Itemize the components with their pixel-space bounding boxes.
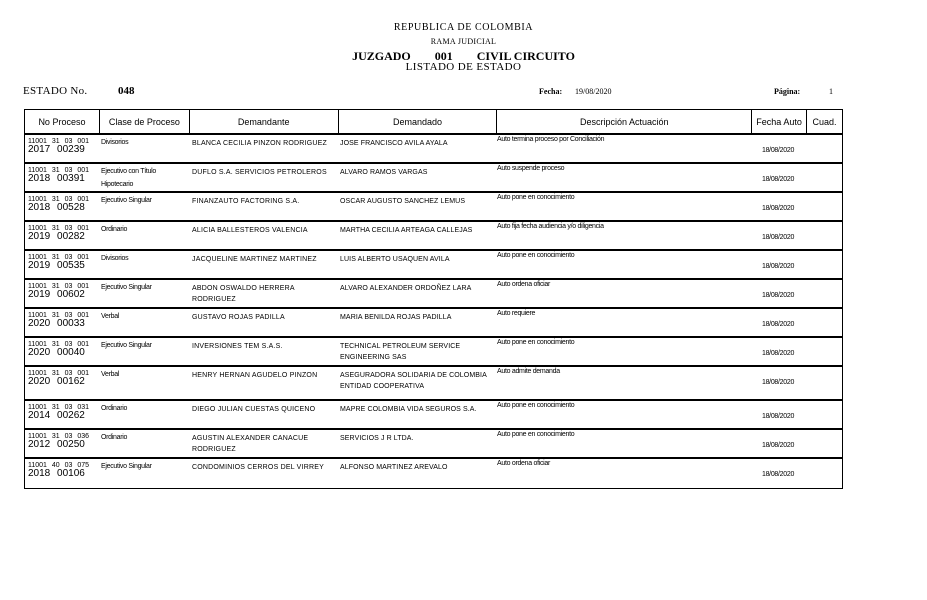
table-row: [25, 430, 842, 459]
demandante: GUSTAVO ROJAS PADILLA: [192, 314, 285, 321]
table-row: [25, 135, 842, 164]
proceso-number: 11001 31 03 036: [28, 433, 90, 440]
col-demandante: Demandante: [190, 110, 339, 133]
proceso-year-radicado: 2019 00282: [28, 231, 85, 242]
fecha-auto: 18/08/2020: [762, 471, 795, 478]
col-no-proceso: No Proceso: [25, 110, 100, 133]
table-row: [25, 338, 842, 367]
demandado: ASEGURADORA SOLIDARIA DE COLOMBIA ENTIDAD COOPERATIVA: [340, 372, 487, 390]
estado-label: ESTADO No.: [23, 85, 88, 97]
fecha-auto: 18/08/2020: [762, 379, 795, 386]
demandante: ALICIA BALLESTEROS VALENCIA: [192, 227, 308, 234]
descripcion-actuacion: Auto admite demanda: [497, 368, 560, 375]
demandante: BLANCA CECILIA PINZON RODRIGUEZ: [192, 140, 327, 147]
clase-proceso: Ejecutivo Singular: [101, 284, 152, 291]
demandado: MARTHA CECILIA ARTEAGA CALLEJAS: [340, 227, 473, 234]
fecha-label: Fecha:: [539, 87, 563, 96]
demandante: AGUSTIN ALEXANDER CANACUE RODRIGUEZ: [192, 435, 309, 453]
col-cuad: Cuad.: [812, 116, 837, 127]
proceso-number: 11001 31 03 001: [28, 167, 90, 174]
clase-proceso: Ejecutivo Singular: [101, 342, 152, 349]
col-demandado: Demandado: [339, 110, 498, 133]
table-body: [25, 135, 842, 488]
demandado: MARIA BENILDA ROJAS PADILLA: [340, 314, 452, 321]
descripcion-actuacion: Auto pone en conocimiento: [497, 402, 575, 409]
clase-proceso: Ordinario: [101, 226, 128, 233]
fecha-auto: 18/08/2020: [762, 205, 795, 212]
proceso-number: 11001 31 03 001: [28, 254, 90, 261]
col-clase-proceso: Clase de Proceso: [100, 110, 190, 133]
proceso-number: 11001 31 03 001: [28, 196, 90, 203]
demandado: MAPRE COLOMBIA VIDA SEGUROS S.A.: [340, 406, 477, 413]
estado-number: 048: [118, 85, 135, 97]
table-row: [25, 193, 842, 222]
proceso-year-radicado: 2012 00250: [28, 439, 85, 450]
fecha-auto: 18/08/2020: [762, 413, 795, 420]
demandado: OSCAR AUGUSTO SANCHEZ LEMUS: [340, 198, 466, 205]
proceso-year-radicado: 2019 00602: [28, 289, 85, 300]
demandante: ABDON OSWALDO HERRERA RODRIGUEZ: [192, 285, 295, 303]
table-row: [25, 280, 842, 309]
proceso-number: 11001 31 03 001: [28, 341, 90, 348]
table-row: [25, 309, 842, 338]
proceso-year-radicado: 2014 00262: [28, 410, 85, 421]
demandado: TECHNICAL PETROLEUM SERVICE ENGINEERING SAS: [340, 343, 461, 361]
table-row: [25, 459, 842, 488]
demandado: ALVARO ALEXANDER ORDOÑEZ LARA: [340, 285, 472, 292]
clase-proceso: Ordinario: [101, 405, 128, 412]
descripcion-actuacion: Auto termina proceso por Conciliación: [497, 136, 605, 143]
demandante: DIEGO JULIAN CUESTAS QUICENO: [192, 406, 316, 413]
table-row: [25, 222, 842, 251]
descripcion-actuacion: Auto pone en conocimiento: [497, 431, 575, 438]
clase-proceso: Divisorios: [101, 255, 129, 262]
proceso-year-radicado: 2017 00239: [28, 144, 85, 155]
clase-proceso: Divisorios: [101, 139, 129, 146]
listado-title: LISTADO DE ESTADO: [405, 61, 522, 73]
descripcion-actuacion: Auto ordena oficiar: [497, 281, 551, 288]
table-row: [25, 367, 842, 401]
clase-proceso: Ejecutivo Singular: [101, 197, 152, 204]
fecha-auto: 18/08/2020: [762, 263, 795, 270]
proceso-year-radicado: 2018 00391: [28, 173, 85, 184]
demandante: DUFLO S.A. SERVICIOS PETROLEROS: [192, 169, 327, 176]
estado-table: [24, 109, 843, 489]
fecha-auto: 18/08/2020: [762, 321, 795, 328]
demandado: ALFONSO MARTINEZ AREVALO: [340, 464, 448, 471]
proceso-number: 11001 31 03 001: [28, 283, 90, 290]
proceso-year-radicado: 2018 00528: [28, 202, 85, 213]
fecha-auto: 18/08/2020: [762, 350, 795, 357]
clase-proceso: Ejecutivo Singular: [101, 463, 152, 470]
proceso-number: 11001 31 03 001: [28, 225, 90, 232]
demandante: FINANZAUTO FACTORING S.A.: [192, 198, 300, 205]
demandante: INVERSIONES TEM S.A.S.: [192, 343, 283, 350]
table-header: [25, 110, 842, 135]
demandado: SERVICIOS J R LTDA.: [340, 435, 414, 442]
descripcion-actuacion: Auto fija fecha audiencia y/o diligencia: [497, 223, 604, 230]
descripcion-actuacion: Auto pone en conocimiento: [497, 252, 575, 259]
descripcion-actuacion: Auto suspende proceso: [497, 165, 565, 172]
clase-proceso: Ordinario: [101, 434, 128, 441]
demandado: ALVARO RAMOS VARGAS: [340, 169, 428, 176]
fecha-auto: 18/08/2020: [762, 292, 795, 299]
proceso-year-radicado: 2019 00535: [28, 260, 85, 271]
pagina-label: Página:: [774, 87, 801, 96]
demandante: HENRY HERNAN AGUDELO PINZON: [192, 372, 318, 379]
table-row: [25, 251, 842, 280]
fecha-auto: 18/08/2020: [762, 176, 795, 183]
descripcion-actuacion: Auto pone en conocimiento: [497, 194, 575, 201]
demandante: JACQUELINE MARTINEZ MARTINEZ: [192, 256, 317, 263]
fecha-auto: 18/08/2020: [762, 442, 795, 449]
fecha-auto: 18/08/2020: [762, 234, 795, 241]
descripcion-actuacion: Auto requiere: [497, 310, 536, 317]
juzgado-label: JUZGADO: [352, 49, 411, 63]
table-row: [25, 164, 842, 193]
rama-judicial-title: RAMA JUDICIAL: [430, 37, 497, 46]
juzgado-type: CIVIL CIRCUITO: [476, 49, 575, 63]
proceso-year-radicado: 2020 00040: [28, 347, 85, 358]
proceso-year-radicado: 2020 00162: [28, 376, 85, 387]
clase-proceso: Verbal: [101, 313, 120, 320]
proceso-number: 11001 40 03 075: [28, 462, 90, 469]
proceso-year-radicado: 2020 00033: [28, 318, 85, 329]
republica-title: REPUBLICA DE COLOMBIA: [393, 22, 534, 33]
col-descripcion: Descripción Actuación: [497, 110, 752, 133]
col-fecha-auto: Fecha Auto: [752, 110, 807, 133]
clase-proceso: Verbal: [101, 371, 120, 378]
demandado: JOSE FRANCISCO AVILA AYALA: [340, 140, 448, 147]
table-row: [25, 401, 842, 430]
fecha-value: 19/08/2020: [575, 87, 612, 96]
descripcion-actuacion: Auto ordena oficiar: [497, 460, 551, 467]
clase-proceso: Ejecutivo con Título Hipotecario: [101, 168, 156, 188]
proceso-number: 11001 31 03 001: [28, 312, 90, 319]
juzgado-number: 001: [434, 49, 453, 63]
proceso-year-radicado: 2018 00106: [28, 468, 85, 479]
proceso-number: 11001 31 03 001: [28, 370, 90, 377]
fecha-auto: 18/08/2020: [762, 147, 795, 154]
demandante: CONDOMINIOS CERROS DEL VIRREY: [192, 464, 324, 471]
pagina-value: 1: [829, 87, 833, 96]
proceso-number: 11001 31 03 031: [28, 404, 90, 411]
descripcion-actuacion: Auto pone en conocimiento: [497, 339, 575, 346]
demandado: LUIS ALBERTO USAQUEN AVILA: [340, 256, 450, 263]
proceso-number: 11001 31 03 001: [28, 138, 90, 145]
